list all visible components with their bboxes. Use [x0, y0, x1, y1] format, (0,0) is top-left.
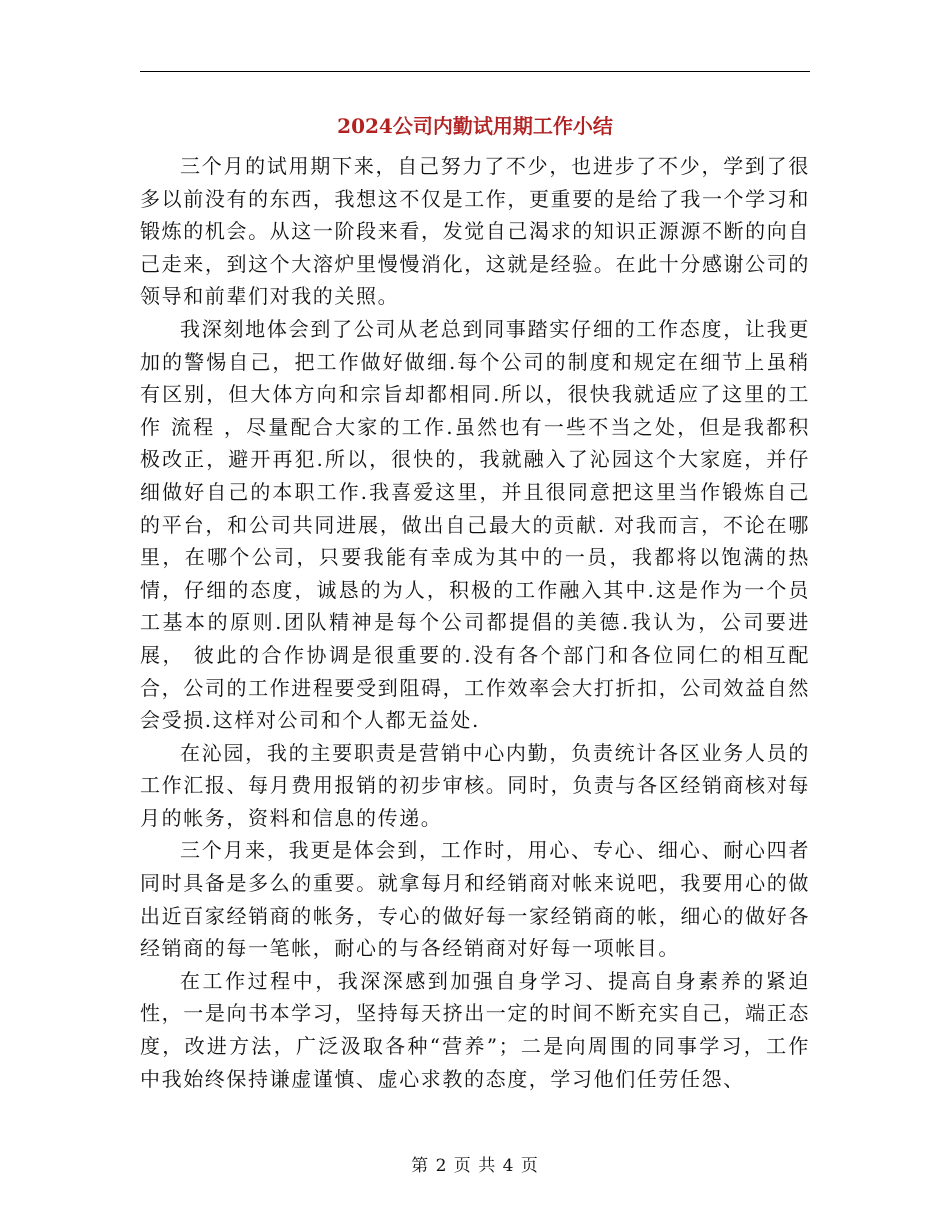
paragraph-2: 我深刻地体会到了公司从老总到同事踏实仔细的工作态度，让我更加的警惕自己，把工作做好做细.每个公司的制度和规定在细节上虽稍有区别，但大体方向和宗旨却都相同.所以，很快我就适应了这里的工作 流程 ，尽量配合大家的工作.虽然也有一些不当之处，但是我都积极改正，避开再犯.所以，很快的，我就融入了沁园这个大家庭，并仔细做好自己的本职工作.我喜爱这里，并且很同意把这里当作锻炼自己的平台，和公司共同进展，做出自己最大的贡献. 对我而言，不论在哪里，在哪个公司，只要我能有幸成为其中的一员，我都将以饱满的热情，仔细的态度，诚恳的为人，积极的工作融入其中.这是作为一个员工基本的原则.团队精神是每个公司都提倡的美德.我认为，公司要进展， 彼此的合作协调是很重要的.没有各个部门和各位同仁的相互配合，公司的工作进程要受到阻碍，工作效率会大打折扣，公司效益自然会受损.这样对公司和个人都无益处. [140, 316, 810, 733]
paragraph-5: 在工作过程中，我深深感到加强自身学习、提高自身素养的紧迫性，一是向书本学习，坚持每天挤出一定的时间不断充实自己，端正态度，改进方法，广泛汲取各种“营养”；二是向周围的同事学习，工作中我始终保持谦虚谨慎、虚心求教的态度，学习他们任劳任怨、 [140, 968, 810, 1091]
header-rule [140, 71, 810, 72]
document-title: 2024公司内勤试用期工作小结 [337, 114, 613, 138]
paragraph-4: 三个月来，我更是体会到，工作时，用心、专心、细心、耐心四者同时具备是多么的重要。就拿每月和经销商对帐来说吧，我要用心的做出近百家经销商的帐务，专心的做好每一家经销商的帐，细心的做好各经销商的每一笔帐，耐心的与各经销商对好每一项帐目。 [140, 838, 810, 961]
paragraph-3: 在沁园，我的主要职责是营销中心内勤，负责统计各区业务人员的工作汇报、每月费用报销的初步审核。同时，负责与各区经销商核对每月的帐务，资料和信息的传递。 [140, 740, 810, 830]
page-number-footer: 第 2 页 共 4 页 [411, 1156, 539, 1176]
paragraph-1: 三个月的试用期下来，自己努力了不少，也进步了不少，学到了很多以前没有的东西，我想这不仅是工作，更重要的是给了我一个学习和锻炼的机会。从这一阶段来看，发觉自己渴求的知识正源源不断的向自己走来，到这个大溶炉里慢慢消化，这就是经验。在此十分感谢公司的领导和前辈们对我的关照。 [140, 154, 810, 309]
document-body [140, 150, 810, 1095]
